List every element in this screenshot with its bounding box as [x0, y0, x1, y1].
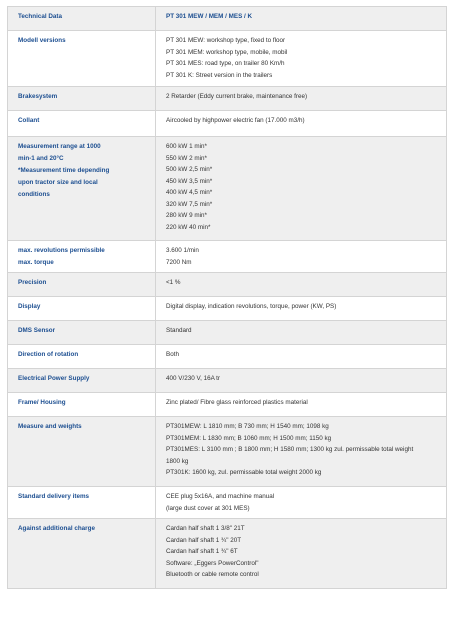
spec-value-cell: [156, 241, 447, 273]
spec-row-brakesystem: [8, 87, 447, 111]
spec-label-line: Precision: [18, 279, 47, 286]
spec-label-line: Measurement range at 1000: [18, 143, 101, 150]
spec-label-cell: [8, 137, 156, 241]
spec-value-line: 400 kW 4,5 min*: [166, 189, 213, 196]
spec-label-line: Display: [18, 303, 41, 310]
spec-label-line: Brakesystem: [18, 93, 58, 100]
spec-row-header: [8, 7, 447, 31]
spec-label-line: Against additional charge: [18, 525, 95, 532]
spec-value-cell: [156, 7, 447, 31]
spec-row-measurement-range: [8, 137, 447, 241]
spec-label-line: min-1 and 20°C: [18, 155, 64, 162]
spec-value-line: Cardan half shaft 1 ¾" 20T: [166, 536, 242, 544]
spec-value-line: (large dust cover at 301 MES): [166, 504, 250, 512]
spec-value-line: PT 301 MES: road type, on trailer 80 Km/h: [166, 60, 285, 67]
spec-value-line: Cardan half shaft 1 ¾" 6T: [166, 548, 238, 555]
spec-label-line: upon tractor size and local: [18, 179, 98, 186]
spec-value-cell: [156, 111, 447, 137]
spec-label-line: Direction of rotation: [18, 351, 79, 358]
spec-value-line: Both: [166, 351, 179, 358]
spec-label-cell: [8, 241, 156, 273]
spec-value-line: <1 %: [166, 279, 181, 286]
spec-value-cell: [156, 273, 447, 297]
spec-label-line: Technical Data: [18, 13, 62, 20]
spec-value-line: 7200 Nm: [166, 258, 192, 266]
spec-label-line: Standard delivery items: [18, 493, 90, 500]
spec-row-collant: [8, 111, 447, 137]
spec-label-cell: [8, 273, 156, 297]
spec-row-frame-housing: [8, 393, 447, 417]
spec-value-line: PT 301 MEW / MEM / MES / K: [166, 13, 253, 20]
spec-value-line: Standard: [166, 327, 192, 334]
spec-label-cell: [8, 345, 156, 369]
spec-value-line: 2 Retarder (Eddy current brake, maintenance free): [166, 93, 308, 100]
spec-label-cell: [8, 31, 156, 87]
spec-label-cell: [8, 519, 156, 589]
spec-value-line: PT301MEW: L 1810 mm; B 730 mm; H 1540 mm; 1098 kg: [166, 423, 329, 430]
spec-label-line: Frame/ Housing: [18, 399, 66, 406]
spec-value-line: PT 301 MEM: workshop type, mobile, mobil: [166, 48, 288, 56]
spec-label-cell: [8, 111, 156, 137]
spec-value-cell: [156, 487, 447, 519]
spec-label-line: Collant: [18, 117, 40, 124]
spec-label-cell: [8, 297, 156, 321]
spec-row-revolutions-torque: [8, 241, 447, 273]
spec-label-cell: [8, 87, 156, 111]
spec-value-line: 1800 kg: [166, 457, 189, 465]
spec-label-cell: [8, 487, 156, 519]
technical-data-table: [7, 6, 447, 589]
spec-value-line: PT301MES: L 3100 mm ; B 1800 mm; H 1580 mm; 1300 kg zul. permissable total weight: [166, 446, 414, 453]
spec-label-cell: [8, 369, 156, 393]
spec-value-line: Zinc plated/ Fibre glass reinforced plastics material: [166, 399, 308, 406]
spec-value-line: 500 kW 2,5 min*: [166, 166, 213, 173]
spec-value-cell: [156, 137, 447, 241]
spec-value-line: Cardan half shaft 1 3/8" 21T: [166, 525, 245, 532]
spec-label-line: *Measurement time depending: [18, 167, 110, 174]
spec-value-cell: [156, 369, 447, 393]
spec-label-cell: [8, 417, 156, 487]
spec-value-line: PT301K: 1600 kg, zul. permissable total weight 2000 kg: [166, 469, 322, 476]
spec-label-cell: [8, 393, 156, 417]
spec-row-precision: [8, 273, 447, 297]
spec-value-cell: [156, 345, 447, 369]
spec-value-cell: [156, 321, 447, 345]
spec-value-line: Digital display, indication revolutions, torque, power (KW, PS): [166, 303, 337, 310]
spec-value-line: 550 kW 2 min*: [166, 154, 207, 162]
spec-value-line: 600 kW 1 min*: [166, 143, 207, 150]
spec-label-line: Modell versions: [18, 37, 66, 44]
spec-value-cell: [156, 297, 447, 321]
spec-value-line: 3.600 1/min: [166, 247, 199, 254]
spec-value-cell: [156, 417, 447, 487]
spec-value-line: 450 kW 3,5 min*: [166, 177, 213, 185]
spec-row-electrical-power-supply: [8, 369, 447, 393]
spec-row-standard-delivery-items: [8, 487, 447, 519]
spec-value-line: 320 kW 7,5 min*: [166, 200, 213, 208]
spec-value-cell: [156, 31, 447, 87]
spec-value-line: CEE plug 5x16A, and machine manual: [166, 493, 275, 500]
spec-label-cell: [8, 321, 156, 345]
spec-label-line: Measure and weights: [18, 423, 82, 430]
spec-label-cell: [8, 7, 156, 31]
spec-label-line: max. revolutions permissible: [18, 247, 105, 254]
spec-label-line: conditions: [18, 191, 50, 198]
spec-value-line: Software: „Eggers PowerControl": [166, 559, 259, 567]
spec-label-line: DMS Sensor: [18, 327, 56, 334]
spec-row-direction-of-rotation: [8, 345, 447, 369]
spec-value-line: PT301MEM: L 1830 mm; B 1060 mm; H 1500 mm; 1150 kg: [166, 434, 332, 442]
spec-row-additional-charge: [8, 519, 447, 589]
spec-label-line: Electrical Power Supply: [18, 375, 90, 382]
spec-value-line: PT 301 MEW: workshop type, fixed to floor: [166, 37, 286, 44]
spec-value-cell: [156, 87, 447, 111]
spec-value-line: PT 301 K: Street version in the trailers: [166, 71, 273, 79]
spec-value-line: 220 kW 40 min*: [166, 223, 211, 231]
spec-label-line: max. torque: [18, 259, 54, 266]
spec-value-line: Bluetooth or cable remote control: [166, 571, 259, 578]
spec-row-model-versions: [8, 31, 447, 87]
spec-value-cell: [156, 519, 447, 589]
spec-row-display: [8, 297, 447, 321]
spec-value-line: Aircooled by highpower electric fan (17.000 m3/h): [166, 117, 305, 124]
spec-row-dms-sensor: [8, 321, 447, 345]
spec-value-line: 280 kW 9 min*: [166, 212, 207, 219]
spec-row-measure-and-weights: [8, 417, 447, 487]
spec-value-line: 400 V/230 V, 16A tr: [166, 375, 221, 382]
spec-value-cell: [156, 393, 447, 417]
